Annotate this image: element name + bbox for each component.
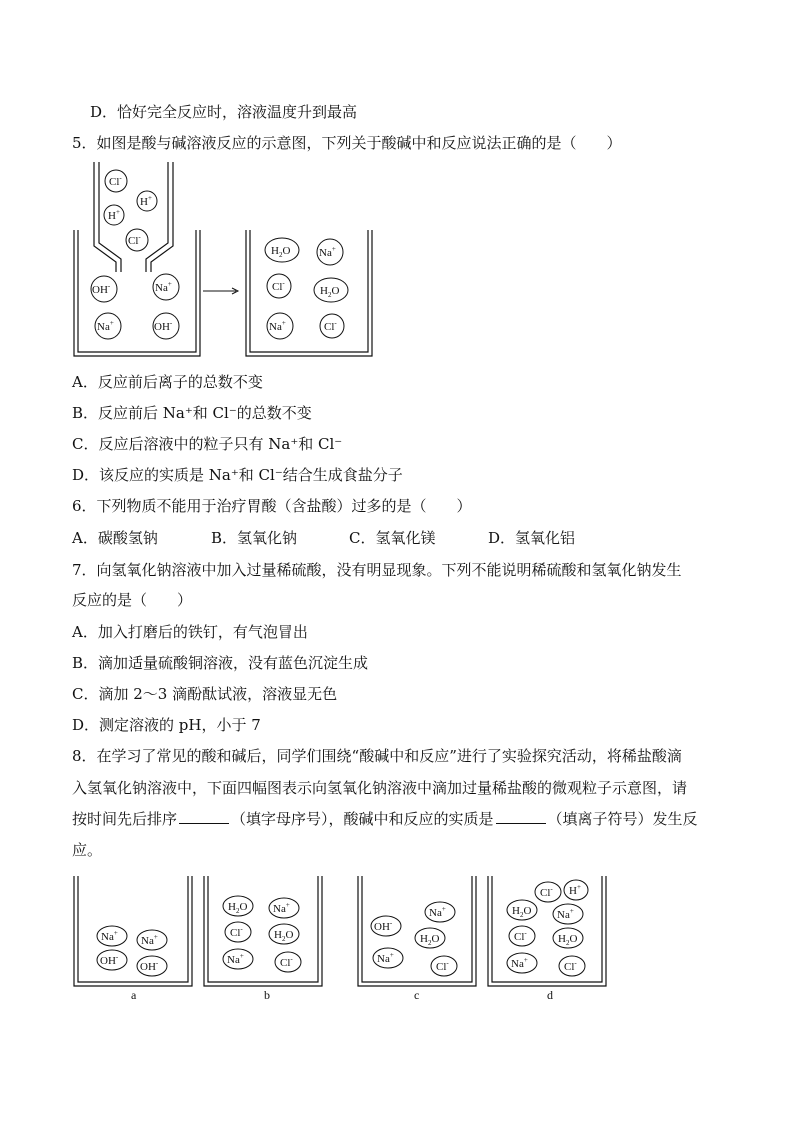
- q7-stem-line2: 反应的是（ ）: [72, 591, 193, 609]
- q5-diagram: [72, 160, 382, 360]
- svg-text:Na+: Na+: [273, 901, 290, 915]
- svg-text:Cl-: Cl-: [272, 279, 285, 293]
- ion-cl: [126, 229, 148, 251]
- svg-text:Na+: Na+: [319, 245, 336, 259]
- svg-text:Cl-: Cl-: [109, 174, 122, 188]
- svg-text:H2O: $H_2O$: [420, 933, 440, 947]
- ion-cl: [320, 314, 344, 338]
- ion-na: [507, 953, 537, 973]
- molecule-h2o: [415, 928, 445, 948]
- ion-h: [564, 880, 588, 900]
- svg-text:Cl-: Cl-: [230, 925, 243, 939]
- ion-oh: [137, 956, 167, 976]
- svg-text:Cl-: Cl-: [436, 959, 449, 973]
- caption-d: d: [547, 988, 553, 1002]
- ion-cl: [559, 956, 585, 976]
- ion-na: [223, 949, 253, 969]
- molecule-h2o: [265, 238, 299, 262]
- ion-h: [104, 205, 124, 225]
- ion-cl: [509, 926, 535, 946]
- q6-option-a: A．碳酸氢钠: [72, 529, 158, 547]
- ion-na: [95, 313, 121, 339]
- q5-option-d: D．该反应的实质是 Na⁺和 Cl⁻结合生成食盐分子: [72, 466, 403, 484]
- q6-stem: 6．下列物质不能用于治疗胃酸（含盐酸）过多的是（ ）: [72, 497, 472, 515]
- ion-oh: [97, 950, 127, 970]
- q8-line4: 应。: [72, 841, 103, 859]
- svg-text:Na+: Na+: [101, 929, 118, 943]
- caption-a: a: [131, 988, 137, 1002]
- svg-text:Na+: Na+: [97, 319, 114, 333]
- svg-text:H+: H+: [140, 194, 152, 208]
- q7-option-d: D．测定溶液的 pH，小于 7: [72, 716, 261, 734]
- svg-text:Cl-: Cl-: [540, 885, 553, 899]
- svg-text:Na+: Na+: [269, 319, 286, 333]
- svg-text:H2O: $H_2O$: [228, 901, 248, 915]
- ion-cl: [275, 952, 301, 972]
- ion-oh: [91, 276, 117, 302]
- q7-option-b: B．滴加适量硫酸铜溶液，没有蓝色沉淀生成: [72, 654, 369, 672]
- ion-na: [97, 926, 127, 946]
- ion-na: [317, 239, 343, 265]
- ion-na: [269, 898, 299, 918]
- q5-option-c: C．反应后溶液中的粒子只有 Na⁺和 Cl⁻: [72, 435, 343, 453]
- svg-text:Na+: Na+: [511, 956, 528, 970]
- caption-b: b: [264, 988, 270, 1002]
- q8-line2: 入氢氧化钠溶液中，下面四幅图表示向氢氧化钠溶液中滴加过量稀盐酸的微观粒子示意图，请: [72, 779, 688, 797]
- ion-na: [267, 313, 293, 339]
- q7-stem-line1: 7．向氢氧化钠溶液中加入过量稀硫酸，没有明显现象。下列不能说明稀硫酸和氢氧化钠发生: [72, 561, 682, 579]
- caption-c: c: [414, 988, 420, 1002]
- svg-text:Cl-: Cl-: [564, 959, 577, 973]
- molecule-h2o: [269, 924, 299, 944]
- svg-text:Na+: Na+: [155, 280, 172, 294]
- molecule-h2o: [223, 896, 253, 916]
- ion-na: [553, 904, 583, 924]
- svg-text:OH-: OH-: [100, 953, 119, 967]
- svg-text:Na+: Na+: [429, 905, 446, 919]
- svg-text:OH-: OH-: [92, 282, 111, 296]
- molecule-h2o: [553, 928, 583, 948]
- svg-text:H2O: $H_2O$: [320, 285, 340, 299]
- q7-option-c: C．滴加 2～3 滴酚酞试液，溶液显无色: [72, 685, 338, 703]
- svg-text:Na+: Na+: [557, 907, 574, 921]
- svg-text:OH-: OH-: [154, 319, 173, 333]
- svg-text:H2O: $H_2O$: [512, 905, 532, 919]
- svg-text:Cl-: Cl-: [514, 929, 527, 943]
- q6-option-d: D．氢氧化铝: [488, 529, 576, 547]
- q6-option-b: B．氢氧化钠: [211, 529, 298, 547]
- svg-text:OH-: OH-: [374, 919, 393, 933]
- svg-text:H+: H+: [569, 883, 581, 897]
- ion-na: [153, 274, 179, 300]
- ion-na: [137, 930, 167, 950]
- svg-text:Cl-: Cl-: [128, 233, 141, 247]
- answer-blank-order[interactable]: [179, 809, 229, 824]
- ion-cl: [105, 170, 127, 192]
- ion-cl: [431, 956, 457, 976]
- q8-line1: 8．在学习了常见的酸和碱后，同学们围绕“酸碱中和反应”进行了实验探究活动，将稀盐酸滴: [72, 747, 682, 765]
- ion-cl: [225, 922, 251, 942]
- answer-blank-ions[interactable]: [496, 809, 546, 824]
- q8-line3-c: （填离子符号）发生反: [547, 810, 698, 828]
- ion-oh: [371, 916, 401, 936]
- svg-text:H2O: $H_2O$: [558, 933, 578, 947]
- svg-text:Cl-: Cl-: [280, 955, 293, 969]
- svg-text:Na+: Na+: [377, 951, 394, 965]
- ion-cl: [267, 274, 291, 298]
- svg-text:H+: H+: [108, 208, 120, 222]
- svg-text:Na+: Na+: [141, 933, 158, 947]
- ion-cl: [535, 882, 561, 902]
- q4-option-d: D．恰好完全反应时，溶液温度升到最高: [90, 103, 358, 121]
- svg-text:H2O: $H_2O$: [271, 245, 291, 259]
- q5-option-b: B．反应前后 Na⁺和 Cl⁻的总数不变: [72, 404, 312, 422]
- svg-text:OH-: OH-: [140, 959, 159, 973]
- ion-na: [425, 902, 455, 922]
- molecule-h2o: [314, 278, 348, 302]
- q8-line3-a: 按时间先后排序: [72, 810, 178, 828]
- ion-h: [137, 191, 157, 211]
- reaction-arrow: [203, 288, 238, 294]
- q8-diagrams: [72, 874, 612, 989]
- q8-line3: [72, 809, 698, 829]
- svg-text:H2O: $H_2O$: [274, 929, 294, 943]
- q6-option-c: C．氢氧化镁: [349, 529, 436, 547]
- q7-option-a: A．加入打磨后的铁钉，有气泡冒出: [72, 623, 308, 641]
- ion-oh: [153, 313, 179, 339]
- q5-stem: 5．如图是酸与碱溶液反应的示意图，下列关于酸碱中和反应说法正确的是（ ）: [72, 134, 622, 152]
- svg-text:Cl-: Cl-: [324, 319, 337, 333]
- ion-na: [373, 948, 403, 968]
- molecule-h2o: [507, 900, 537, 920]
- q5-option-a: A．反应前后离子的总数不变: [72, 373, 263, 391]
- q8-line3-b: （填字母序号），酸碱中和反应的实质是: [231, 810, 494, 828]
- svg-text:Na+: Na+: [227, 952, 244, 966]
